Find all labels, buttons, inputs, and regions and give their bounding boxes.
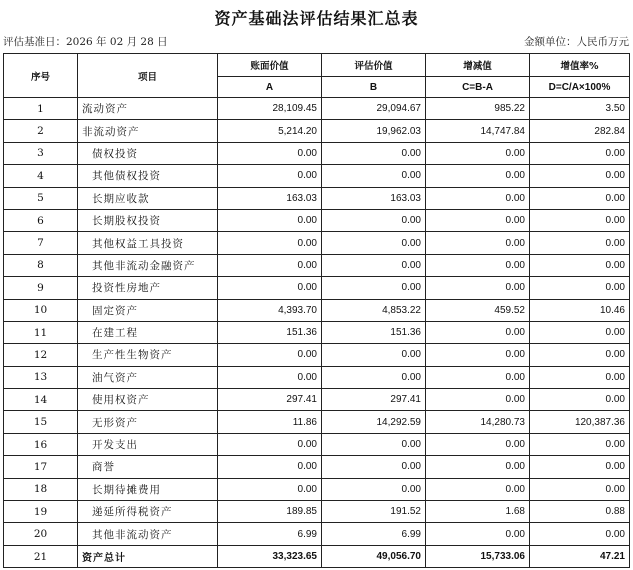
assessed-value-cell: 151.36 — [322, 321, 426, 343]
book-value-cell: 28,109.45 — [218, 98, 322, 120]
row-number: 17 — [4, 456, 78, 478]
row-item: 开发支出 — [78, 433, 218, 455]
change-cell: 0.00 — [426, 165, 530, 187]
assessed-value-cell: 0.00 — [322, 366, 426, 388]
row-item: 长期股权投资 — [78, 209, 218, 231]
rate-cell: 0.00 — [530, 344, 630, 366]
assessed-value-cell: 0.00 — [322, 142, 426, 164]
change-cell: 0.00 — [426, 232, 530, 254]
book-value-cell: 0.00 — [218, 165, 322, 187]
row-item: 在建工程 — [78, 321, 218, 343]
rate-cell: 0.00 — [530, 165, 630, 187]
assessed-value-cell: 297.41 — [322, 389, 426, 411]
assessed-value-cell: 6.99 — [322, 523, 426, 545]
change-cell: 0.00 — [426, 209, 530, 231]
table-row — [4, 523, 630, 545]
change-cell: 14,747.84 — [426, 120, 530, 142]
col-code-assessed-value: B — [322, 77, 426, 98]
row-number: 19 — [4, 501, 78, 523]
rate-cell: 282.84 — [530, 120, 630, 142]
rate-cell: 47.21 — [530, 545, 630, 567]
row-item: 无形资产 — [78, 411, 218, 433]
change-cell: 985.22 — [426, 98, 530, 120]
change-cell: 0.00 — [426, 456, 530, 478]
change-cell: 15,733.06 — [426, 545, 530, 567]
row-item: 长期应收款 — [78, 187, 218, 209]
rate-cell: 0.00 — [530, 254, 630, 276]
assessed-value-cell: 191.52 — [322, 501, 426, 523]
change-cell: 0.00 — [426, 254, 530, 276]
change-cell: 0.00 — [426, 277, 530, 299]
row-number: 13 — [4, 366, 78, 388]
row-number: 3 — [4, 142, 78, 164]
rate-cell: 0.00 — [530, 187, 630, 209]
change-cell: 1.68 — [426, 501, 530, 523]
col-header-assessed-value: 评估价值 — [322, 54, 426, 77]
rate-cell: 0.00 — [530, 232, 630, 254]
col-header-book-value: 账面价值 — [218, 54, 322, 77]
row-number: 21 — [4, 545, 78, 567]
row-item: 其他权益工具投资 — [78, 232, 218, 254]
table-row — [4, 254, 630, 276]
row-number: 14 — [4, 389, 78, 411]
row-item: 其他非流动金融资产 — [78, 254, 218, 276]
row-item: 使用权资产 — [78, 389, 218, 411]
row-item: 非流动资产 — [78, 120, 218, 142]
rate-cell: 0.00 — [530, 433, 630, 455]
table-row — [4, 98, 630, 120]
book-value-cell: 4,393.70 — [218, 299, 322, 321]
row-item: 生产性生物资产 — [78, 344, 218, 366]
table-row-total — [4, 545, 630, 567]
table-row — [4, 433, 630, 455]
row-number: 1 — [4, 98, 78, 120]
row-number: 2 — [4, 120, 78, 142]
row-item: 其他非流动资产 — [78, 523, 218, 545]
table-row — [4, 344, 630, 366]
assessed-value-cell: 0.00 — [322, 254, 426, 276]
table-row — [4, 187, 630, 209]
col-code-rate: D=C/A×100% — [530, 77, 630, 98]
book-value-cell: 0.00 — [218, 254, 322, 276]
assessed-value-cell: 0.00 — [322, 344, 426, 366]
row-number: 5 — [4, 187, 78, 209]
col-code-change: C=B-A — [426, 77, 530, 98]
change-cell: 0.00 — [426, 187, 530, 209]
table-row — [4, 321, 630, 343]
table-row — [4, 142, 630, 164]
col-header-rate: 增值率% — [530, 54, 630, 77]
change-cell: 14,280.73 — [426, 411, 530, 433]
change-cell: 0.00 — [426, 433, 530, 455]
change-cell: 0.00 — [426, 344, 530, 366]
row-number: 16 — [4, 433, 78, 455]
row-number: 7 — [4, 232, 78, 254]
row-number: 12 — [4, 344, 78, 366]
table-row — [4, 299, 630, 321]
rate-cell: 120,387.36 — [530, 411, 630, 433]
book-value-cell: 0.00 — [218, 456, 322, 478]
row-number: 8 — [4, 254, 78, 276]
rate-cell: 0.88 — [530, 501, 630, 523]
rate-cell: 0.00 — [530, 478, 630, 500]
row-item: 其他债权投资 — [78, 165, 218, 187]
rate-cell: 0.00 — [530, 142, 630, 164]
col-code-book-value: A — [218, 77, 322, 98]
row-item: 递延所得税资产 — [78, 501, 218, 523]
rate-cell: 0.00 — [530, 523, 630, 545]
row-item: 投资性房地产 — [78, 277, 218, 299]
row-item: 债权投资 — [78, 142, 218, 164]
row-number: 15 — [4, 411, 78, 433]
row-number: 9 — [4, 277, 78, 299]
change-cell: 0.00 — [426, 366, 530, 388]
row-number: 6 — [4, 209, 78, 231]
row-number: 11 — [4, 321, 78, 343]
table-body — [4, 98, 630, 568]
row-number: 20 — [4, 523, 78, 545]
book-value-cell: 11.86 — [218, 411, 322, 433]
rate-cell: 0.00 — [530, 389, 630, 411]
row-number: 4 — [4, 165, 78, 187]
book-value-cell: 0.00 — [218, 209, 322, 231]
assessed-value-cell: 163.03 — [322, 187, 426, 209]
row-item: 流动资产 — [78, 98, 218, 120]
rate-cell: 0.00 — [530, 456, 630, 478]
assessed-value-cell: 0.00 — [322, 433, 426, 455]
row-item: 油气资产 — [78, 366, 218, 388]
change-cell: 0.00 — [426, 321, 530, 343]
change-cell: 459.52 — [426, 299, 530, 321]
table-row — [4, 389, 630, 411]
rate-cell: 0.00 — [530, 366, 630, 388]
rate-cell: 0.00 — [530, 209, 630, 231]
book-value-cell: 0.00 — [218, 478, 322, 500]
table-row — [4, 456, 630, 478]
row-item: 资产总计 — [78, 545, 218, 567]
assessed-value-cell: 4,853.22 — [322, 299, 426, 321]
book-value-cell: 0.00 — [218, 344, 322, 366]
col-header-no: 序号 — [4, 54, 78, 98]
table-row — [4, 165, 630, 187]
valuation-date: 评估基准日：2026 年 02 月 28 日 — [3, 36, 168, 48]
book-value-cell: 151.36 — [218, 321, 322, 343]
book-value-cell: 297.41 — [218, 389, 322, 411]
table-row — [4, 411, 630, 433]
table-row — [4, 232, 630, 254]
table-row — [4, 277, 630, 299]
assessed-value-cell: 0.00 — [322, 478, 426, 500]
col-header-item: 项目 — [78, 54, 218, 98]
table-row — [4, 366, 630, 388]
book-value-cell: 189.85 — [218, 501, 322, 523]
table-row — [4, 501, 630, 523]
rate-cell: 0.00 — [530, 277, 630, 299]
table-row — [4, 478, 630, 500]
book-value-cell: 33,323.65 — [218, 545, 322, 567]
table-row — [4, 120, 630, 142]
rate-cell: 10.46 — [530, 299, 630, 321]
assessed-value-cell: 0.00 — [322, 209, 426, 231]
currency-unit: 金额单位：人民币万元 — [524, 36, 629, 48]
book-value-cell: 0.00 — [218, 232, 322, 254]
row-item: 商誉 — [78, 456, 218, 478]
book-value-cell: 0.00 — [218, 366, 322, 388]
row-item: 长期待摊费用 — [78, 478, 218, 500]
change-cell: 0.00 — [426, 142, 530, 164]
row-item: 固定资产 — [78, 299, 218, 321]
book-value-cell: 0.00 — [218, 142, 322, 164]
table-row — [4, 209, 630, 231]
change-cell: 0.00 — [426, 478, 530, 500]
assessed-value-cell: 49,056.70 — [322, 545, 426, 567]
page-title: 资产基础法评估结果汇总表 — [214, 9, 419, 28]
assessed-value-cell: 0.00 — [322, 456, 426, 478]
change-cell: 0.00 — [426, 389, 530, 411]
assessed-value-cell: 19,962.03 — [322, 120, 426, 142]
row-number: 18 — [4, 478, 78, 500]
book-value-cell: 0.00 — [218, 433, 322, 455]
book-value-cell: 5,214.20 — [218, 120, 322, 142]
assessed-value-cell: 29,094.67 — [322, 98, 426, 120]
col-header-change: 增减值 — [426, 54, 530, 77]
assessed-value-cell: 0.00 — [322, 165, 426, 187]
row-number: 10 — [4, 299, 78, 321]
assessed-value-cell: 0.00 — [322, 277, 426, 299]
assessed-value-cell: 0.00 — [322, 232, 426, 254]
book-value-cell: 6.99 — [218, 523, 322, 545]
change-cell: 0.00 — [426, 523, 530, 545]
assessed-value-cell: 14,292.59 — [322, 411, 426, 433]
valuation-summary-table — [3, 53, 630, 568]
book-value-cell: 0.00 — [218, 277, 322, 299]
book-value-cell: 163.03 — [218, 187, 322, 209]
rate-cell: 0.00 — [530, 321, 630, 343]
rate-cell: 3.50 — [530, 98, 630, 120]
